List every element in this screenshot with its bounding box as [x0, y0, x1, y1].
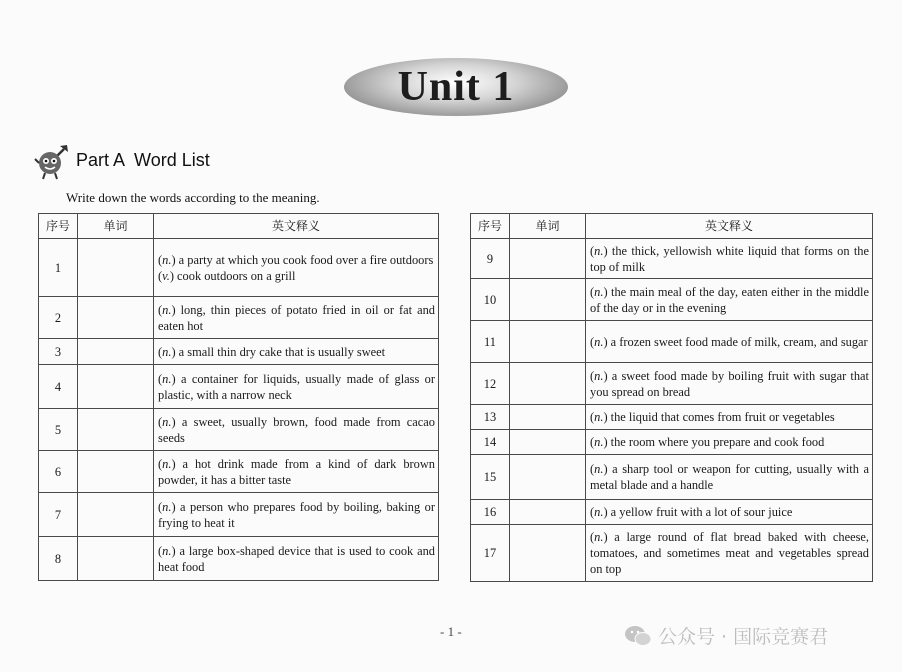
col-header-word: 单词	[78, 214, 154, 239]
word-answer-cell[interactable]	[510, 500, 586, 525]
page-number: - 1 -	[440, 624, 462, 639]
mascot-icon	[34, 143, 72, 181]
word-answer-cell[interactable]	[78, 451, 154, 493]
table-row	[471, 430, 873, 455]
row-number: 4	[39, 365, 78, 409]
definition-line: (n.) a hot drink made from a kind of dark brown powder, it has a bitter taste	[158, 456, 435, 487]
definition-cell	[586, 321, 873, 363]
word-answer-cell[interactable]	[78, 537, 154, 581]
definition-line: (n.) the main meal of the day, eaten either in the middle of the day or in the evening	[590, 284, 869, 315]
col-header-word: 单词	[510, 214, 586, 239]
word-answer-cell[interactable]	[510, 363, 586, 405]
definition-cell	[154, 493, 439, 537]
row-number: 8	[39, 537, 78, 581]
word-answer-cell[interactable]	[78, 339, 154, 365]
word-answer-cell[interactable]	[78, 365, 154, 409]
row-number: 2	[39, 297, 78, 339]
row-number: 16	[471, 500, 510, 525]
table-row	[39, 365, 439, 409]
definition-cell	[154, 339, 439, 365]
definition-line: (n.) a container for liquids, usually made of glass or plastic, with a narrow neck	[158, 371, 435, 402]
row-number: 6	[39, 451, 78, 493]
unit-title: Unit 1	[397, 64, 515, 110]
definition-cell	[586, 405, 873, 430]
table-row	[39, 409, 439, 451]
word-answer-cell[interactable]	[510, 455, 586, 500]
wechat-icon	[624, 624, 652, 648]
word-answer-cell[interactable]	[510, 430, 586, 455]
table-row	[39, 451, 439, 493]
definition-line: (n.) a yellow fruit with a lot of sour juice	[590, 505, 793, 519]
table-row	[39, 537, 439, 581]
table-row	[471, 525, 873, 582]
row-number: 5	[39, 409, 78, 451]
col-header-number: 序号	[471, 214, 510, 239]
row-number: 17	[471, 525, 510, 582]
definition-line: (v.) cook outdoors on a grill	[158, 268, 296, 283]
definition-line: (n.) a person who prepares food by boiling, baking or frying to heat it	[158, 499, 435, 530]
word-answer-cell[interactable]	[510, 239, 586, 279]
word-table-left	[38, 213, 439, 581]
table-row	[471, 363, 873, 405]
row-number: 3	[39, 339, 78, 365]
definition-line: (n.) the room where you prepare and cook food	[590, 435, 825, 449]
definition-line: (n.) a party at which you cook food over a fire outdoors	[158, 252, 434, 267]
definition-line: (n.) long, thin pieces of potato fried in oil or fat and eaten hot	[158, 302, 435, 333]
definition-line: (n.) a sweet, usually brown, food made from cacao seeds	[158, 414, 435, 445]
row-number: 15	[471, 455, 510, 500]
definition-cell	[154, 365, 439, 409]
definition-line: (n.) a sharp tool or weapon for cutting, usually with a metal blade and a handle	[590, 462, 869, 492]
word-answer-cell[interactable]	[78, 409, 154, 451]
definition-line: (n.) a large box-shaped device that is used to cook and heat food	[158, 543, 435, 574]
word-answer-cell[interactable]	[510, 279, 586, 321]
col-header-definition: 英文释义	[586, 214, 873, 239]
row-number: 12	[471, 363, 510, 405]
row-number: 1	[39, 239, 78, 297]
definition-line: (n.) the liquid that comes from fruit or vegetables	[590, 410, 835, 424]
word-table-right	[470, 213, 873, 582]
table-row	[471, 279, 873, 321]
table-header-row	[471, 214, 873, 239]
word-answer-cell[interactable]	[510, 525, 586, 582]
definition-line: (n.) a large round of flat bread baked with cheese, tomatoes, and sometimes meat and vegetables spread on top	[590, 530, 869, 576]
row-number: 10	[471, 279, 510, 321]
row-number: 13	[471, 405, 510, 430]
table-row	[39, 239, 439, 297]
definition-cell	[586, 500, 873, 525]
word-answer-cell[interactable]	[78, 239, 154, 297]
watermark	[624, 622, 828, 649]
definition-cell	[586, 525, 873, 582]
table-row	[471, 500, 873, 525]
definition-cell	[154, 451, 439, 493]
definition-cell	[154, 409, 439, 451]
word-answer-cell[interactable]	[510, 405, 586, 430]
table-row	[471, 321, 873, 363]
table-row	[39, 297, 439, 339]
definition-line: (n.) a small thin dry cake that is usually sweet	[158, 344, 386, 359]
table-row	[39, 339, 439, 365]
table-row	[471, 455, 873, 500]
definition-cell	[154, 297, 439, 339]
definition-cell	[586, 363, 873, 405]
col-header-number: 序号	[39, 214, 78, 239]
table-row	[471, 239, 873, 279]
definition-line: (n.) a frozen sweet food made of milk, cream, and sugar	[590, 334, 868, 349]
word-answer-cell[interactable]	[78, 297, 154, 339]
row-number: 11	[471, 321, 510, 363]
definition-cell	[154, 537, 439, 581]
definition-cell	[586, 430, 873, 455]
word-answer-cell[interactable]	[510, 321, 586, 363]
row-number: 7	[39, 493, 78, 537]
definition-cell	[586, 239, 873, 279]
table-row	[39, 493, 439, 537]
definition-line: (n.) a sweet food made by boiling fruit with sugar that you spread on bread	[590, 368, 869, 399]
word-answer-cell[interactable]	[78, 493, 154, 537]
table-row	[471, 405, 873, 430]
watermark-text: 公众号 · 国际竞赛君	[658, 626, 829, 648]
row-number: 14	[471, 430, 510, 455]
definition-cell	[586, 455, 873, 500]
col-header-definition: 英文释义	[154, 214, 439, 239]
definition-line: (n.) the thick, yellowish white liquid that forms on the top of milk	[590, 243, 869, 274]
definition-cell	[586, 279, 873, 321]
row-number: 9	[471, 239, 510, 279]
table-header-row	[39, 214, 439, 239]
part-a-heading: Part A Word List	[76, 150, 210, 170]
instruction-text: Write down the words according to the meaning.	[66, 190, 320, 205]
definition-cell	[154, 239, 439, 297]
